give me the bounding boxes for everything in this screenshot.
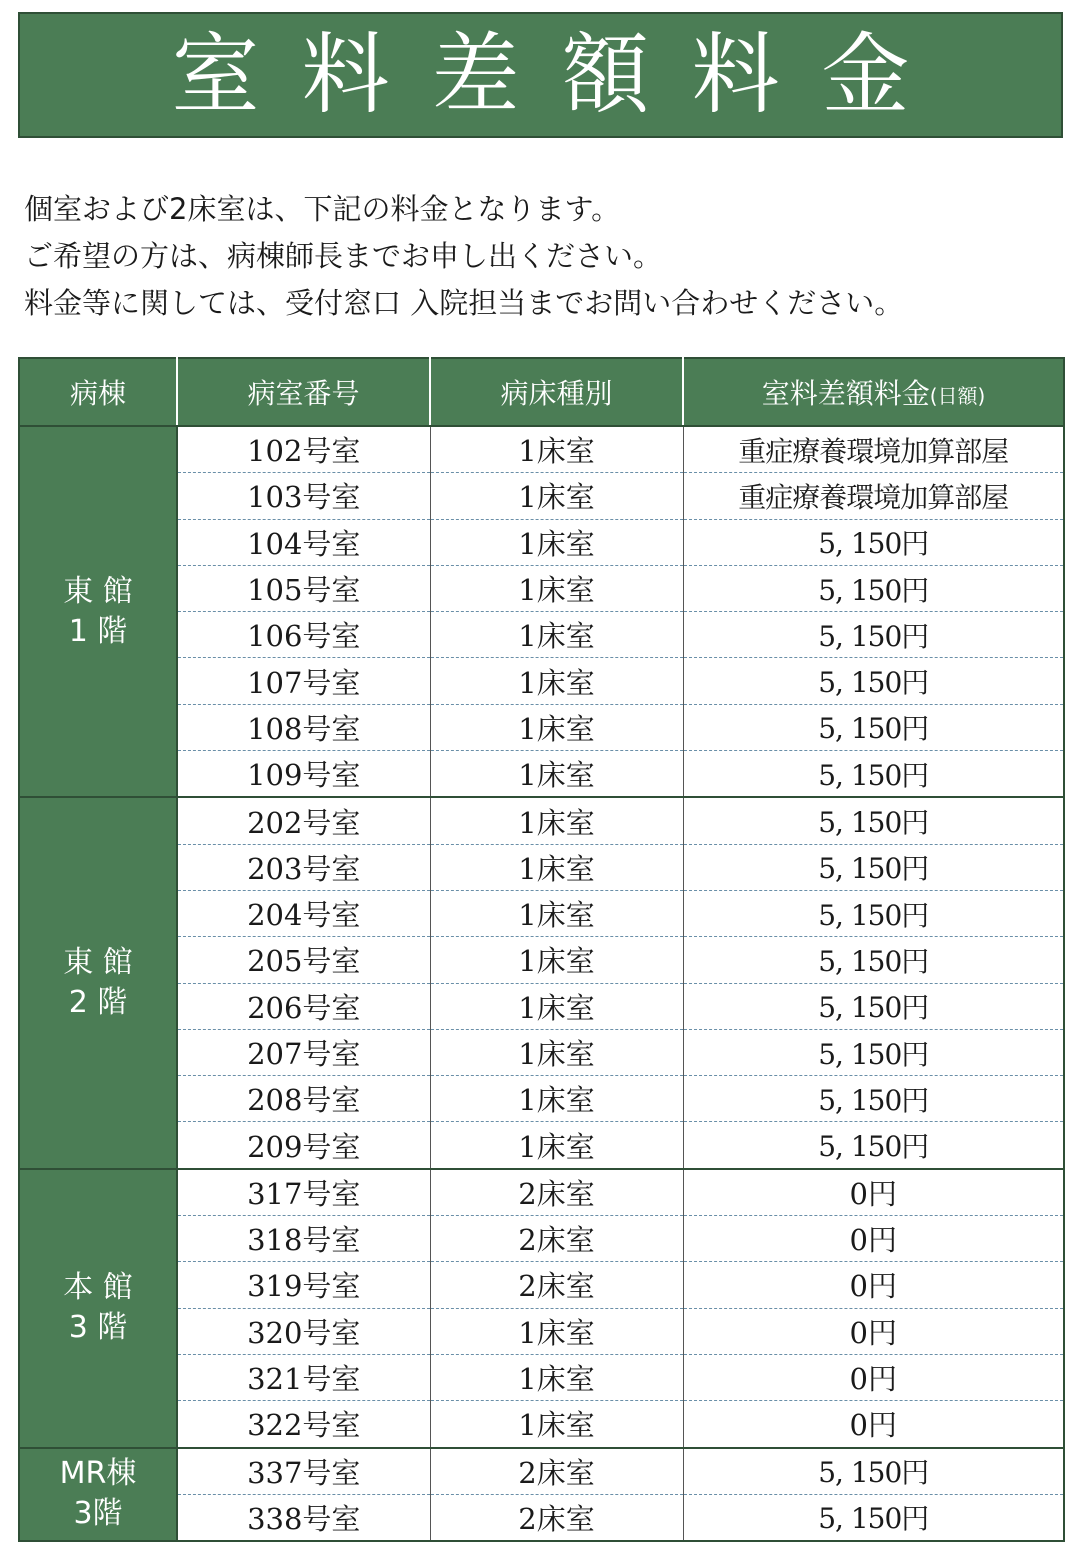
table-row <box>19 1169 1064 1216</box>
room-number-cell: 337号室 <box>177 1448 430 1495</box>
room-number-cell: 202号室 <box>177 797 430 844</box>
title-banner <box>18 12 1063 138</box>
intro-line: 料金等に関しては、受付窓口 入院担当までお問い合わせください。 <box>24 286 904 320</box>
table-body <box>19 426 1064 1541</box>
ward-name: MR棟 <box>59 1456 137 1492</box>
bed-type-cell: 1床室 <box>430 983 683 1029</box>
bed-type-cell: 1床室 <box>430 1076 683 1122</box>
room-number-cell: 320号室 <box>177 1308 430 1354</box>
bed-type-cell: 1床室 <box>430 937 683 983</box>
bed-type-cell: 1床室 <box>430 658 683 704</box>
header-bed-type: 病床種別 <box>430 358 683 426</box>
room-number-cell: 338号室 <box>177 1494 430 1541</box>
fee-cell: 5, 150円 <box>683 1494 1064 1541</box>
room-number-cell: 318号室 <box>177 1216 430 1262</box>
bed-type-cell: 2床室 <box>430 1262 683 1308</box>
fee-cell: 5, 150円 <box>683 983 1064 1029</box>
fee-cell: 5, 150円 <box>683 1448 1064 1495</box>
fee-cell: 5, 150円 <box>683 797 1064 844</box>
ward-cell <box>19 1448 177 1542</box>
fee-cell: 5, 150円 <box>683 1029 1064 1075</box>
ward-cell <box>19 797 177 1168</box>
fee-cell: 5, 150円 <box>683 519 1064 565</box>
header-fee-label: 室料差額料金 <box>761 377 930 410</box>
room-number-cell: 322号室 <box>177 1401 430 1448</box>
table-row <box>19 1448 1064 1495</box>
bed-type-cell: 1床室 <box>430 797 683 844</box>
room-number-cell: 103号室 <box>177 473 430 519</box>
bed-type-cell: 2床室 <box>430 1448 683 1495</box>
header-room-number: 病室番号 <box>177 358 430 426</box>
table-row <box>19 426 1064 473</box>
fee-cell: 0円 <box>683 1401 1064 1448</box>
bed-type-cell: 1床室 <box>430 844 683 890</box>
page-title: 室料差額料金 <box>171 23 952 126</box>
bed-type-cell: 1床室 <box>430 1401 683 1448</box>
bed-type-cell: 1床室 <box>430 426 683 473</box>
fee-cell: 5, 150円 <box>683 612 1064 658</box>
room-number-cell: 207号室 <box>177 1029 430 1075</box>
fee-cell: 5, 150円 <box>683 937 1064 983</box>
fee-cell: 5, 150円 <box>683 704 1064 750</box>
fee-cell: 0円 <box>683 1216 1064 1262</box>
intro-line: 個室および2床室は、下記の料金となります。 <box>24 192 621 226</box>
room-number-cell: 208号室 <box>177 1076 430 1122</box>
fee-cell: 5, 150円 <box>683 1076 1064 1122</box>
fee-cell: 5, 150円 <box>683 751 1064 798</box>
room-number-cell: 109号室 <box>177 751 430 798</box>
bed-type-cell: 1床室 <box>430 612 683 658</box>
room-number-cell: 321号室 <box>177 1354 430 1400</box>
fee-cell: 5, 150円 <box>683 1122 1064 1169</box>
bed-type-cell: 2床室 <box>430 1216 683 1262</box>
room-number-cell: 104号室 <box>177 519 430 565</box>
bed-type-cell: 1床室 <box>430 473 683 519</box>
room-number-cell: 209号室 <box>177 1122 430 1169</box>
room-number-cell: 319号室 <box>177 1262 430 1308</box>
bed-type-cell: 1床室 <box>430 890 683 936</box>
bed-type-cell: 2床室 <box>430 1169 683 1216</box>
header-fee-note: (日額) <box>929 384 986 408</box>
bed-type-cell: 2床室 <box>430 1494 683 1541</box>
fee-cell: 5, 150円 <box>683 658 1064 704</box>
table-row <box>19 797 1064 844</box>
room-number-cell: 106号室 <box>177 612 430 658</box>
fee-cell: 0円 <box>683 1169 1064 1216</box>
ward-floor: 3 階 <box>68 1310 128 1346</box>
fee-cell: 重症療養環境加算部屋 <box>683 426 1064 473</box>
room-fee-table <box>18 357 1065 1542</box>
fee-cell: 重症療養環境加算部屋 <box>683 473 1064 519</box>
bed-type-cell: 1床室 <box>430 1354 683 1400</box>
room-number-cell: 205号室 <box>177 937 430 983</box>
room-number-cell: 206号室 <box>177 983 430 1029</box>
ward-cell <box>19 426 177 797</box>
bed-type-cell: 1床室 <box>430 751 683 798</box>
ward-name: 東 館 <box>63 573 133 609</box>
intro-text <box>24 186 1064 327</box>
fee-cell: 5, 150円 <box>683 844 1064 890</box>
fee-cell: 0円 <box>683 1262 1064 1308</box>
fee-cell: 5, 150円 <box>683 565 1064 611</box>
room-number-cell: 203号室 <box>177 844 430 890</box>
room-number-cell: 107号室 <box>177 658 430 704</box>
room-number-cell: 204号室 <box>177 890 430 936</box>
intro-line: ご希望の方は、病棟師長までお申し出ください。 <box>24 239 663 273</box>
fee-cell: 0円 <box>683 1308 1064 1354</box>
ward-cell <box>19 1169 177 1448</box>
room-number-cell: 105号室 <box>177 565 430 611</box>
ward-floor: 1 階 <box>68 613 128 649</box>
bed-type-cell: 1床室 <box>430 704 683 750</box>
ward-name: 東 館 <box>63 945 133 981</box>
ward-floor: 3階 <box>73 1496 123 1532</box>
bed-type-cell: 1床室 <box>430 1122 683 1169</box>
bed-type-cell: 1床室 <box>430 565 683 611</box>
ward-floor: 2 階 <box>68 985 128 1021</box>
bed-type-cell: 1床室 <box>430 519 683 565</box>
bed-type-cell: 1床室 <box>430 1308 683 1354</box>
room-number-cell: 102号室 <box>177 426 430 473</box>
header-fee <box>683 358 1064 426</box>
room-number-cell: 317号室 <box>177 1169 430 1216</box>
header-ward: 病棟 <box>19 358 177 426</box>
ward-name: 本 館 <box>63 1270 133 1306</box>
table-header-row <box>19 358 1064 426</box>
room-number-cell: 108号室 <box>177 704 430 750</box>
fee-cell: 5, 150円 <box>683 890 1064 936</box>
bed-type-cell: 1床室 <box>430 1029 683 1075</box>
fee-cell: 0円 <box>683 1354 1064 1400</box>
